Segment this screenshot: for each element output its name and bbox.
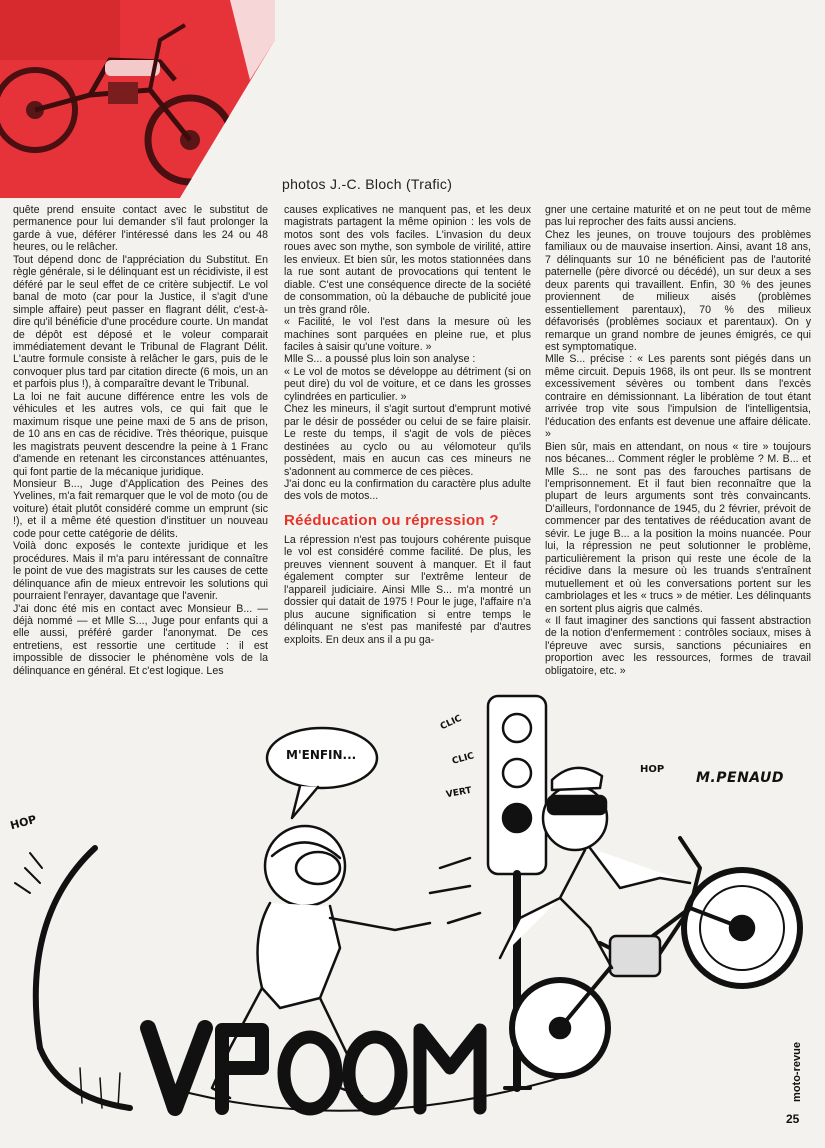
paragraph: J'ai donc été mis en contact avec Monsieur B... — déjà nommé — et Mlle S..., Juge pour enfants qui a elle aussi, préféré garder l'anonymat. De ces entretiens, est ressortie une certitude : il est impossible de dissocier le phénomène vols de la délinquance en général. Et c'est logique. Les [13,602,268,677]
article-column-2 [284,204,531,646]
paragraph: Monsieur B..., Juge d'Application des Peines des Yvelines, m'a fait remarquer que le vol de moto (ou de voiture) était plutôt considéré comme un emprunt (sic !), et il a même été question d'instituer un nouveau code pour cette catégorie de délits. [13,477,268,540]
paragraph: Mlle S... précise : « Les parents sont piégés dans un même circuit. Depuis 1968, ils ont peur. Ils se montrent excessivement sévères ou tombent dans l'excès contraire en démissionnant. La libération de tout étant arrivée trop vite sous l'impulsion de l'intelligentsia, l'éducation des enfants est devenue une affaire délicate. » [545,353,811,441]
paragraph: Chez les mineurs, il s'agit surtout d'emprunt motivé par le désir de posséder ou celui de se faire plaisir. Le reste du temps, il s'agit de vols de pièces destinées au cyclo ou au vélomoteur qu'ils possèdent, mais en aucun cas ces mineurs ne s'adonnent au commerce de ces pièces. [284,403,531,478]
sound-effect-clic: CLIC [451,751,476,767]
paragraph: causes explicatives ne manquent pas, et les deux magistrats partagent la même opinion : les vols de motos sont des vols faciles. L'invasion du deux roues avec son mythe, son symbole de virilité, attire les envieux. Et bien sûr, les motos stationnées dans la rue sont autant de provocations qui tentent le diable. C'est une conséquence directe de la société de consommation, où la débauche de publicité joue un très grand rôle. [284,204,531,316]
page-number: 25 [786,1112,800,1126]
paragraph: gner une certaine maturité et on ne peut tout de même pas lui reprocher des faits aussi anciens. [545,204,811,229]
paragraph: « Facilité, le vol l'est dans la mesure où les machines sont parquées en pleine rue, et plus faciles à saisir qu'une voiture. » [284,316,531,353]
paragraph: Tout dépend donc de l'appréciation du Substitut. En règle générale, si le délinquant est un récidiviste, il est déféré par le seul effet de ce critère subjectif. Le vol banal de moto (car pour la Justice, il s'agit d'une simple affaire) peut passer en flagrant délit, c'est-à-dire qu'il bénéficie d'une procédure courte. Un mandat de dépôt est déposé et le voleur comparait immédiatement devant le Tribunal de Flagrant Délit. L'autre formule consiste à relâcher le gars, puis de le convoquer plus tard par citation directe (6 mois, un an et parfois plus !), à comparaître devant le Tribunal. [13,253,268,391]
sound-effect-hop: HOP [640,764,665,775]
section-heading: Rééducation ou répression ? [284,511,499,529]
paragraph: Voilà donc exposés le contexte juridique et les procédures. Mais il m'a paru intéressant de connaître le point de vue des magistrats sur les causes de cette délinquance afin de mieux entrevoir les solutions qui pourraient l'enrayer, davantage que l'avenir. [13,540,268,603]
paragraph: Mlle S... a poussé plus loin son analyse : [284,353,476,366]
paragraph: Chez les jeunes, on trouve toujours des problèmes familiaux ou de mauvaise insertion. Ainsi, avant 18 ans, 7 délinquants sur 10 ne bénéficient pas de l'autorité paternelle (père divorcé ou décédé), un sur deux a ses deux parents qui travaillent. Enfin, 30 % des jeunes proviennent de milieux aisés (problèmes essentiellement parentaux), 70 % des milieux défavorisés (problèmes sociaux et parentaux). On y remarque un grand nombre de jeunes émigrés, ce qui est symptomatique. [545,228,811,353]
paragraph: La loi ne fait aucune différence entre les vols de véhicules et les autres vols, ce qui fait que le maximum risque une peine maxi de 5 ans de prison, de 10 ans en cas de récidive. Très théorique, puisque les magistrats peuvent descendre la peine à 1 Franc d'amende en retenant les circonstances atténuantes, qui font partie de la mécanique juridique. [13,390,268,478]
speech-bubble-text: M'ENFIN... [286,748,357,762]
paragraph: quête prend ensuite contact avec le substitut de permanence pour lui demander s'il faut prolonger la garde à vue, déférer l'intéressé dans les 24 ou 48 heures, ou le relâcher. [13,204,268,254]
photo-credit: photos J.-C. Bloch (Trafic) [282,176,453,192]
motorcycle-photo [0,0,275,198]
article-column-3 [545,204,811,677]
paragraph: J'ai donc eu la confirmation du caractère plus adulte des vols de motos... [284,477,531,503]
paragraph: Bien sûr, mais en attendant, on nous « tire » toujours nos bécanes... Comment régler le problème ? M. B... et Mlle S... ne sont pas des farouches partisans de l'emprisonnement. Et il faut bien reconnaître que la plupart de leurs arguments sont très convaincants. D'ailleurs, l'ordonnance de 1945, du 2 février, prévoit de commencer par des tentatives de rééducation avant de sévir. Le juge B... a la position la moins nuancée. Pour lui, la répression ne peut solutionner le problème, particulièrement la prison qui reste une école de la récidive dans la mesure où les truands s'entraînent mutuellement et où les conversations portent sur les cambriolages et les « trucs » de métier. Les délinquants en sortent plus aigris que calmés. [545,440,811,615]
sound-effect-hop: HOP [8,812,38,833]
magazine-name [782,1042,812,1102]
cartoon-illustration [0,668,812,1134]
artist-signature: M.PENAUD [696,770,784,786]
sound-effect-vert: VERT [445,785,473,801]
paragraph: « Le vol de motos se développe au détriment (si on peut dire) du vol de voiture, et ce dans les grosses cylindrées en particulier. » [284,365,531,403]
sound-effect-clic: CLIC [438,713,464,733]
magazine-name-text: moto-revue [791,1042,803,1102]
paragraph: La répression n'est pas toujours cohérente puisque le vol est considéré comme facilité. De plus, les preuves viennent souvent à manquer. Et il faut également compter sur l'extrême lenteur de l'appareil judiciaire. Ainsi Mlle S... m'a montré un dossier qui datait de 1975 ! Pour le juge, l'affaire n'a plus aucune signification si entre temps le délinquant ne s'est pas manifesté par d'autres exploits. En deux ans il a pu ga- [284,533,531,646]
paragraph: « Il faut imaginer des sanctions qui fassent abstraction de la notion d'enfermement : contrôles sociaux, mises à l'épreuve avec sursis, sanctions pécuniaires en proportion avec les ressources, formes de travail obligatoire, etc. » [545,614,811,677]
article-column-1 [13,204,268,677]
